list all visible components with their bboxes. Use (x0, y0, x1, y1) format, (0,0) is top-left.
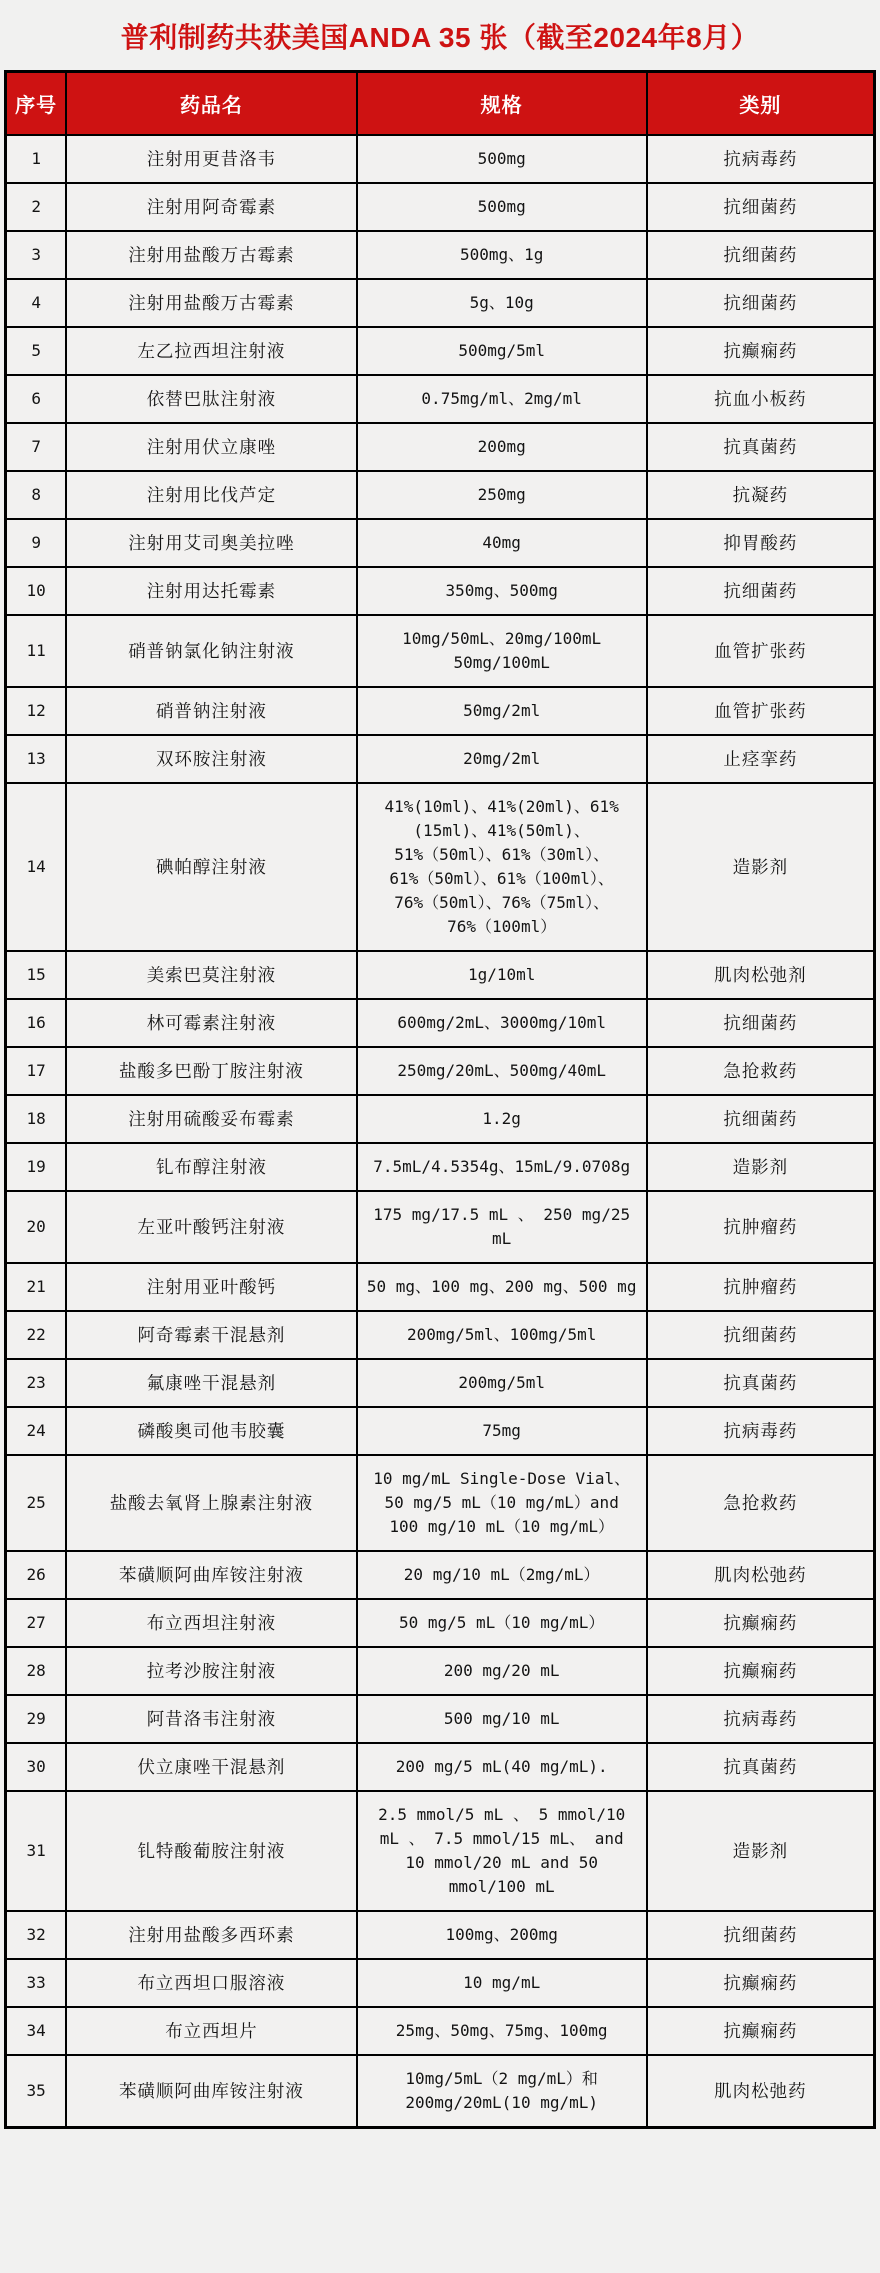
drug-name-cell: 布立西坦注射液 (66, 1599, 356, 1647)
drug-name-cell: 伏立康唑干混悬剂 (66, 1743, 356, 1791)
seq-cell: 20 (6, 1191, 67, 1263)
table-row (6, 279, 875, 327)
category-cell: 抗细菌药 (647, 1311, 875, 1359)
spec-cell: 500mg、1g (357, 231, 647, 279)
spec-cell: 20 mg/10 mL（2mg/mL） (357, 1551, 647, 1599)
spec-cell: 50 mg、100 mg、200 mg、500 mg (357, 1263, 647, 1311)
drug-name-cell: 注射用阿奇霉素 (66, 183, 356, 231)
drug-name-cell: 拉考沙胺注射液 (66, 1647, 356, 1695)
category-cell: 急抢救药 (647, 1047, 875, 1095)
seq-cell: 6 (6, 375, 67, 423)
spec-cell: 250mg/20mL、500mg/40mL (357, 1047, 647, 1095)
drug-name-cell: 注射用伏立康唑 (66, 423, 356, 471)
spec-cell: 1g/10ml (357, 951, 647, 999)
spec-cell: 1.2g (357, 1095, 647, 1143)
drug-name-cell: 左乙拉西坦注射液 (66, 327, 356, 375)
table-row (6, 231, 875, 279)
table-row (6, 951, 875, 999)
seq-cell: 1 (6, 135, 67, 183)
seq-cell: 24 (6, 1407, 67, 1455)
seq-cell: 8 (6, 471, 67, 519)
table-row (6, 783, 875, 951)
spec-cell: 200mg/5ml、100mg/5ml (357, 1311, 647, 1359)
table-row (6, 327, 875, 375)
header-drug-name: 药品名 (66, 72, 356, 136)
seq-cell: 34 (6, 2007, 67, 2055)
spec-cell: 175 mg/17.5 mL 、 250 mg/25 mL (357, 1191, 647, 1263)
table-row (6, 567, 875, 615)
table-row (6, 1599, 875, 1647)
drug-name-cell: 注射用更昔洛韦 (66, 135, 356, 183)
drug-name-cell: 硝普钠氯化钠注射液 (66, 615, 356, 687)
category-cell: 抗癫痫药 (647, 2007, 875, 2055)
spec-cell: 200 mg/5 mL(40 mg/mL). (357, 1743, 647, 1791)
table-row (6, 183, 875, 231)
anda-table (4, 70, 876, 2129)
category-cell: 抗血小板药 (647, 375, 875, 423)
table-row (6, 999, 875, 1047)
drug-name-cell: 美索巴莫注射液 (66, 951, 356, 999)
drug-name-cell: 苯磺顺阿曲库铵注射液 (66, 2055, 356, 2128)
seq-cell: 4 (6, 279, 67, 327)
category-cell: 抗细菌药 (647, 999, 875, 1047)
drug-name-cell: 阿奇霉素干混悬剂 (66, 1311, 356, 1359)
drug-name-cell: 盐酸多巴酚丁胺注射液 (66, 1047, 356, 1095)
drug-name-cell: 盐酸去氧肾上腺素注射液 (66, 1455, 356, 1551)
header-seq: 序号 (6, 72, 67, 136)
spec-cell: 10 mg/mL (357, 1959, 647, 2007)
table-row (6, 1959, 875, 2007)
table-row (6, 519, 875, 567)
category-cell: 抗细菌药 (647, 1911, 875, 1959)
table-row (6, 1791, 875, 1911)
spec-cell: 10mg/5mL（2 mg/mL）和 200mg/20mL(10 mg/mL) (357, 2055, 647, 2128)
table-row (6, 1743, 875, 1791)
seq-cell: 30 (6, 1743, 67, 1791)
drug-name-cell: 林可霉素注射液 (66, 999, 356, 1047)
table-row (6, 735, 875, 783)
seq-cell: 29 (6, 1695, 67, 1743)
table-row (6, 1407, 875, 1455)
drug-name-cell: 碘帕醇注射液 (66, 783, 356, 951)
spec-cell: 100mg、200mg (357, 1911, 647, 1959)
drug-name-cell: 氟康唑干混悬剂 (66, 1359, 356, 1407)
seq-cell: 11 (6, 615, 67, 687)
drug-name-cell: 注射用艾司奥美拉唑 (66, 519, 356, 567)
seq-cell: 32 (6, 1911, 67, 1959)
seq-cell: 9 (6, 519, 67, 567)
seq-cell: 7 (6, 423, 67, 471)
seq-cell: 12 (6, 687, 67, 735)
drug-name-cell: 注射用比伐芦定 (66, 471, 356, 519)
seq-cell: 22 (6, 1311, 67, 1359)
category-cell: 血管扩张药 (647, 687, 875, 735)
category-cell: 抑胃酸药 (647, 519, 875, 567)
table-row (6, 1551, 875, 1599)
category-cell: 血管扩张药 (647, 615, 875, 687)
spec-cell: 5g、10g (357, 279, 647, 327)
seq-cell: 31 (6, 1791, 67, 1911)
spec-cell: 25mg、50mg、75mg、100mg (357, 2007, 647, 2055)
category-cell: 抗真菌药 (647, 423, 875, 471)
category-cell: 抗癫痫药 (647, 1599, 875, 1647)
drug-name-cell: 布立西坦片 (66, 2007, 356, 2055)
category-cell: 抗病毒药 (647, 135, 875, 183)
drug-name-cell: 注射用硫酸妥布霉素 (66, 1095, 356, 1143)
seq-cell: 35 (6, 2055, 67, 2128)
spec-cell: 40mg (357, 519, 647, 567)
table-row (6, 375, 875, 423)
table-row (6, 423, 875, 471)
table-body (6, 135, 875, 2128)
category-cell: 抗细菌药 (647, 1095, 875, 1143)
drug-name-cell: 布立西坦口服溶液 (66, 1959, 356, 2007)
category-cell: 止痉挛药 (647, 735, 875, 783)
spec-cell: 500mg (357, 135, 647, 183)
seq-cell: 17 (6, 1047, 67, 1095)
seq-cell: 25 (6, 1455, 67, 1551)
spec-cell: 200mg/5ml (357, 1359, 647, 1407)
table-row (6, 1191, 875, 1263)
table-row (6, 2007, 875, 2055)
spec-cell: 600mg/2mL、3000mg/10ml (357, 999, 647, 1047)
spec-cell: 500mg (357, 183, 647, 231)
table-row (6, 1095, 875, 1143)
table-header-row (6, 72, 875, 136)
spec-cell: 500 mg/10 mL (357, 1695, 647, 1743)
seq-cell: 13 (6, 735, 67, 783)
category-cell: 急抢救药 (647, 1455, 875, 1551)
drug-name-cell: 阿昔洛韦注射液 (66, 1695, 356, 1743)
drug-name-cell: 苯磺顺阿曲库铵注射液 (66, 1551, 356, 1599)
drug-name-cell: 左亚叶酸钙注射液 (66, 1191, 356, 1263)
spec-cell: 250mg (357, 471, 647, 519)
spec-cell: 350mg、500mg (357, 567, 647, 615)
seq-cell: 2 (6, 183, 67, 231)
category-cell: 抗肿瘤药 (647, 1263, 875, 1311)
seq-cell: 33 (6, 1959, 67, 2007)
category-cell: 抗癫痫药 (647, 327, 875, 375)
category-cell: 抗细菌药 (647, 279, 875, 327)
spec-cell: 41%(10ml)、41%(20ml)、61%(15ml)、41%(50ml)、51%（50ml）、61%（30ml）、61%（50ml）、61%（100ml）、76%（50ml）、76%（75ml）、76%（100ml） (357, 783, 647, 951)
page-title: 普利制药共获美国ANDA 35 张（截至2024年8月） (120, 22, 760, 53)
spec-cell: 50 mg/5 mL（10 mg/mL） (357, 1599, 647, 1647)
seq-cell: 3 (6, 231, 67, 279)
spec-cell: 10 mg/mL Single-Dose Vial、 50 mg/5 mL（10 mg/mL）and 100 mg/10 mL（10 mg/mL） (357, 1455, 647, 1551)
header-spec: 规格 (357, 72, 647, 136)
table-row (6, 1695, 875, 1743)
seq-cell: 16 (6, 999, 67, 1047)
category-cell: 抗病毒药 (647, 1695, 875, 1743)
table-row (6, 1263, 875, 1311)
drug-name-cell: 注射用盐酸万古霉素 (66, 231, 356, 279)
table-row (6, 1455, 875, 1551)
drug-name-cell: 硝普钠注射液 (66, 687, 356, 735)
drug-name-cell: 磷酸奥司他韦胶囊 (66, 1407, 356, 1455)
category-cell: 造影剂 (647, 783, 875, 951)
spec-cell: 7.5mL/4.5354g、15mL/9.0708g (357, 1143, 647, 1191)
spec-cell: 200mg (357, 423, 647, 471)
category-cell: 抗细菌药 (647, 183, 875, 231)
table-row (6, 135, 875, 183)
table-row (6, 1911, 875, 1959)
seq-cell: 26 (6, 1551, 67, 1599)
drug-name-cell: 注射用亚叶酸钙 (66, 1263, 356, 1311)
seq-cell: 28 (6, 1647, 67, 1695)
table-row (6, 1359, 875, 1407)
table-row (6, 1143, 875, 1191)
table-row (6, 2055, 875, 2128)
spec-cell: 0.75mg/ml、2mg/ml (357, 375, 647, 423)
spec-cell: 75mg (357, 1407, 647, 1455)
spec-cell: 500mg/5ml (357, 327, 647, 375)
seq-cell: 18 (6, 1095, 67, 1143)
table-row (6, 1647, 875, 1695)
category-cell: 抗肿瘤药 (647, 1191, 875, 1263)
spec-cell: 10mg/50mL、20mg/100mL 50mg/100mL (357, 615, 647, 687)
seq-cell: 19 (6, 1143, 67, 1191)
table-row (6, 615, 875, 687)
category-cell: 肌肉松弛剂 (647, 951, 875, 999)
drug-name-cell: 注射用达托霉素 (66, 567, 356, 615)
category-cell: 抗癫痫药 (647, 1959, 875, 2007)
spec-cell: 20mg/2ml (357, 735, 647, 783)
seq-cell: 27 (6, 1599, 67, 1647)
seq-cell: 10 (6, 567, 67, 615)
seq-cell: 21 (6, 1263, 67, 1311)
table-row (6, 687, 875, 735)
category-cell: 抗细菌药 (647, 231, 875, 279)
drug-name-cell: 钆布醇注射液 (66, 1143, 356, 1191)
seq-cell: 15 (6, 951, 67, 999)
spec-cell: 50mg/2ml (357, 687, 647, 735)
category-cell: 抗病毒药 (647, 1407, 875, 1455)
category-cell: 抗癫痫药 (647, 1647, 875, 1695)
category-cell: 造影剂 (647, 1791, 875, 1911)
table-row (6, 1311, 875, 1359)
drug-name-cell: 依替巴肽注射液 (66, 375, 356, 423)
category-cell: 肌肉松弛药 (647, 2055, 875, 2128)
drug-name-cell: 双环胺注射液 (66, 735, 356, 783)
seq-cell: 14 (6, 783, 67, 951)
seq-cell: 23 (6, 1359, 67, 1407)
category-cell: 抗凝药 (647, 471, 875, 519)
spec-cell: 200 mg/20 mL (357, 1647, 647, 1695)
header-category: 类别 (647, 72, 875, 136)
category-cell: 肌肉松弛药 (647, 1551, 875, 1599)
drug-name-cell: 注射用盐酸多西环素 (66, 1911, 356, 1959)
drug-name-cell: 钆特酸葡胺注射液 (66, 1791, 356, 1911)
seq-cell: 5 (6, 327, 67, 375)
drug-name-cell: 注射用盐酸万古霉素 (66, 279, 356, 327)
category-cell: 造影剂 (647, 1143, 875, 1191)
category-cell: 抗细菌药 (647, 567, 875, 615)
table-row (6, 471, 875, 519)
spec-cell: 2.5 mmol/5 mL 、 5 mmol/10 mL 、 7.5 mmol/15 mL、 and 10 mmol/20 mL and 50 mmol/100 mL (357, 1791, 647, 1911)
table-row (6, 1047, 875, 1095)
category-cell: 抗真菌药 (647, 1359, 875, 1407)
category-cell: 抗真菌药 (647, 1743, 875, 1791)
